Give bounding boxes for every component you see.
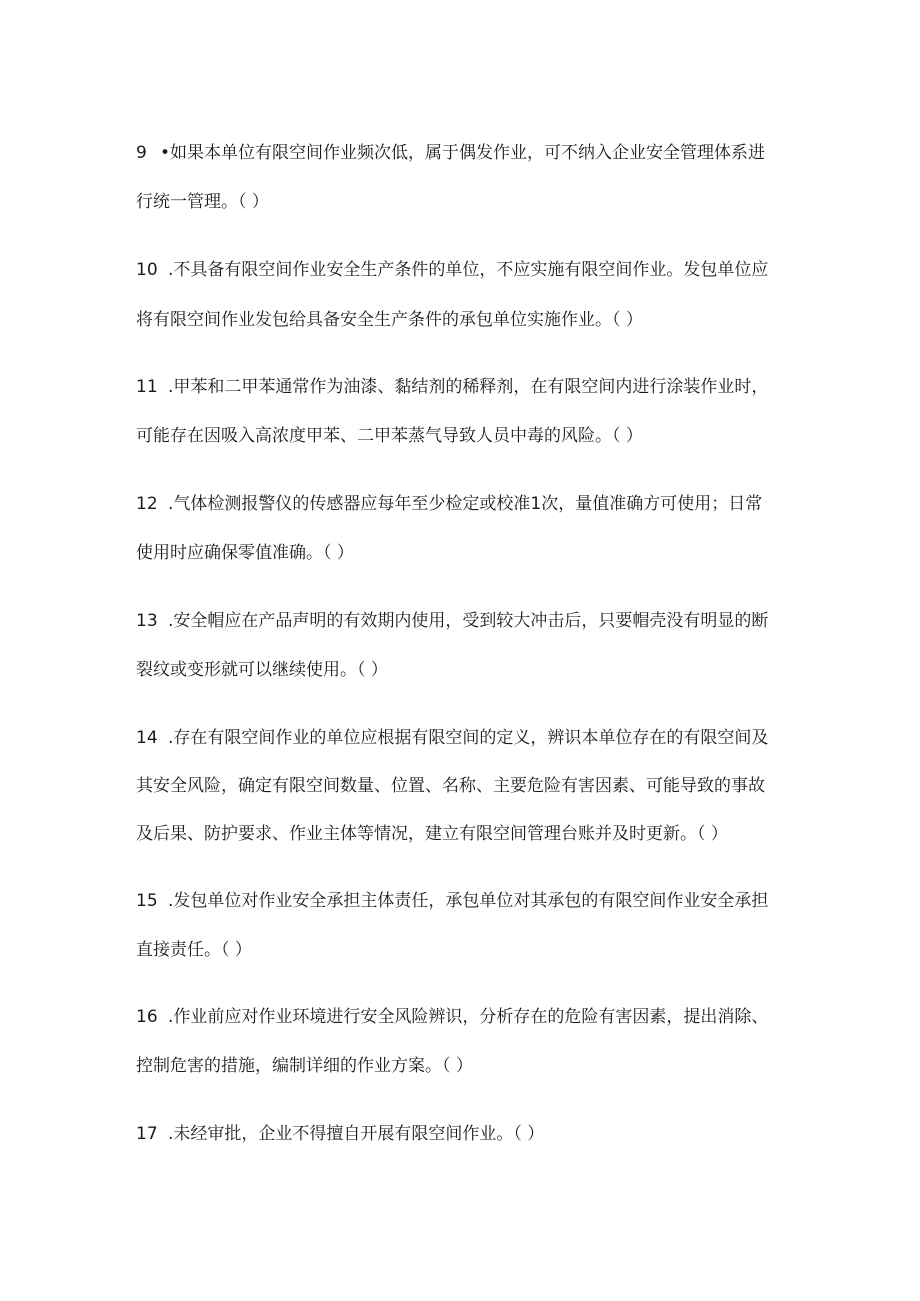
question-12-line-1 bbox=[136, 493, 762, 515]
question-text: 将有限空间作业发包给具备安全生产条件的承包单位实施作业。（ ） bbox=[136, 310, 643, 330]
question-10-line-2 bbox=[136, 309, 643, 331]
question-number: 13 bbox=[136, 611, 158, 631]
question-16-line-2 bbox=[136, 1055, 473, 1077]
question-16-line-1 bbox=[136, 1006, 768, 1028]
question-text: 不具备有限空间作业安全生产条件的单位，不应实施有限空间作业。发包单位应 bbox=[173, 260, 769, 280]
question-text: 行统一管理。（ ） bbox=[136, 192, 269, 212]
question-marker: . bbox=[168, 891, 174, 911]
question-12-line-2 bbox=[136, 542, 354, 564]
question-marker: • bbox=[160, 143, 171, 163]
question-number: 12 bbox=[136, 494, 158, 514]
question-13-line-1 bbox=[136, 610, 768, 632]
question-text: 气体检测报警仪的传感器应每年至少检定或校准1次，量值准确方可使用；日常 bbox=[173, 494, 763, 514]
question-marker: . bbox=[168, 1007, 174, 1027]
question-text: 其安全风险，确定有限空间数量、位置、名称、主要危险有害因素、可能导致的事故 bbox=[136, 776, 765, 796]
question-number: 14 bbox=[136, 728, 158, 748]
question-11-line-1 bbox=[136, 376, 768, 398]
question-text: 发包单位对作业安全承担主体责任，承包单位对其承包的有限空间作业安全承担 bbox=[173, 891, 769, 911]
question-text: 可能存在因吸入高浓度甲苯、二甲苯蒸气导致人员中毒的风险。（ ） bbox=[136, 426, 643, 446]
question-text: 如果本单位有限空间作业频次低，属于偶发作业，可不纳入企业安全管理体系进 bbox=[170, 143, 766, 163]
question-text: 使用时应确保零值准确。（ ） bbox=[136, 543, 354, 563]
question-14-line-1 bbox=[136, 727, 768, 749]
question-text: 作业前应对作业环境进行安全风险辨识，分析存在的危险有害因素，提出消除、 bbox=[173, 1007, 769, 1027]
question-number: 10 bbox=[136, 260, 158, 280]
question-text: 未经审批，企业不得擅自开展有限空间作业。（ ） bbox=[173, 1124, 545, 1144]
question-marker: . bbox=[168, 611, 174, 631]
question-marker: . bbox=[168, 1124, 174, 1144]
question-text: 及后果、防护要求、作业主体等情况，建立有限空间管理台账并及时更新。（ ） bbox=[136, 824, 728, 844]
question-marker: . bbox=[168, 260, 174, 280]
question-11-line-2 bbox=[136, 425, 643, 447]
question-text: 控制危害的措施，编制详细的作业方案。（ ） bbox=[136, 1056, 473, 1076]
question-number: 9 bbox=[136, 143, 147, 163]
question-marker: . bbox=[168, 377, 174, 397]
question-9-line-1 bbox=[136, 142, 765, 164]
question-13-line-2 bbox=[136, 659, 388, 681]
question-text: 甲苯和二甲苯通常作为油漆、黏结剂的稀释剂，在有限空间内进行涂装作业时， bbox=[173, 377, 769, 397]
question-text: 安全帽应在产品声明的有效期内使用，受到较大冲击后，只要帽壳没有明显的断 bbox=[173, 611, 769, 631]
question-marker: . bbox=[168, 728, 174, 748]
question-15-line-2 bbox=[136, 939, 252, 961]
question-text: 裂纹或变形就可以继续使用。（ ） bbox=[136, 660, 388, 680]
question-10-line-1 bbox=[136, 259, 768, 281]
question-number: 15 bbox=[136, 891, 158, 911]
question-number: 16 bbox=[136, 1007, 158, 1027]
question-9-line-2 bbox=[136, 191, 269, 213]
question-number: 17 bbox=[136, 1124, 158, 1144]
question-14-line-3 bbox=[136, 823, 728, 845]
question-marker: . bbox=[168, 494, 174, 514]
question-text: 直接责任。（ ） bbox=[136, 940, 252, 960]
question-text: 存在有限空间作业的单位应根据有限空间的定义，辨识本单位存在的有限空间及 bbox=[173, 728, 769, 748]
question-17-line-1 bbox=[136, 1123, 544, 1145]
question-14-line-2 bbox=[136, 775, 765, 797]
question-15-line-1 bbox=[136, 890, 768, 912]
question-number: 11 bbox=[136, 377, 158, 397]
